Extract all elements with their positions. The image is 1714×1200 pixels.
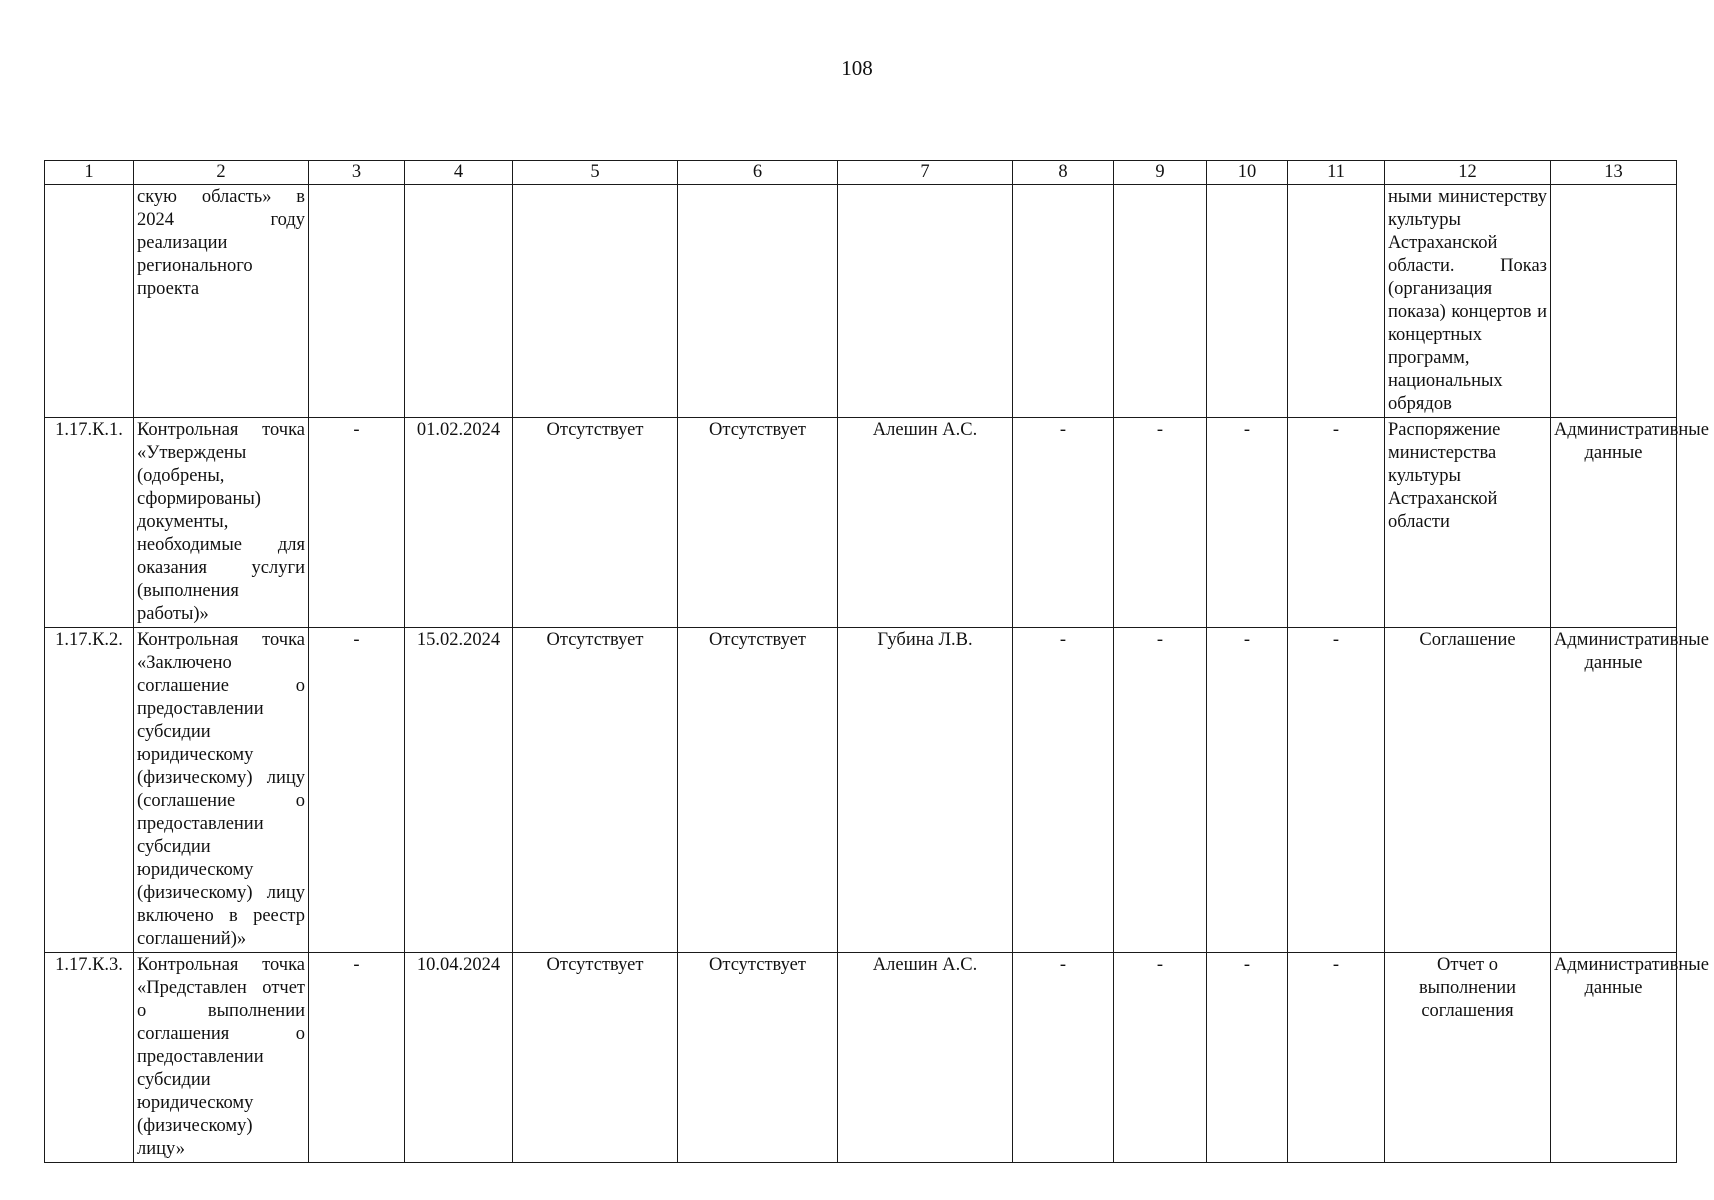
cell-code: 1.17.К.3. — [45, 953, 134, 1163]
column-header: 9 — [1114, 161, 1207, 185]
cell-responsible: Губина Л.В. — [838, 628, 1013, 953]
cell-col6: Отсутствует — [678, 628, 838, 953]
cell-col8: - — [1013, 953, 1114, 1163]
cell-name: Контрольная точка «Заключено соглашение о предоставлении субсидии юридическому (физическому) лицу (соглашение о предоставлении субсидии юридическому (физическому) лицу включено в реестр соглашений)» — [134, 628, 309, 953]
column-header: 6 — [678, 161, 838, 185]
cell-document: Отчет о выполнении соглашения — [1385, 953, 1551, 1163]
cell-col5: Отсутствует — [513, 628, 678, 953]
table-row — [45, 628, 1677, 953]
cell-col9: - — [1114, 953, 1207, 1163]
cell-col11: - — [1288, 953, 1385, 1163]
cell-empty — [513, 185, 678, 418]
cell-empty — [309, 185, 405, 418]
cell-code: 1.17.К.2. — [45, 628, 134, 953]
cell-empty — [405, 185, 513, 418]
cell-responsible: Алешин А.С. — [838, 953, 1013, 1163]
cell-col6: Отсутствует — [678, 418, 838, 628]
cell-empty — [1288, 185, 1385, 418]
column-header: 10 — [1207, 161, 1288, 185]
cell-source: Административные данные — [1551, 953, 1677, 1163]
cell-empty — [1207, 185, 1288, 418]
cell-col3: - — [309, 628, 405, 953]
cell-col3: - — [309, 953, 405, 1163]
cell-col9: - — [1114, 628, 1207, 953]
column-header: 2 — [134, 161, 309, 185]
cell-col3: - — [309, 418, 405, 628]
cell-date: 15.02.2024 — [405, 628, 513, 953]
cell-col10: - — [1207, 418, 1288, 628]
cell-name: Контрольная точка «Утверждены (одобрены, сформированы) документы, необходимые для оказания услуги (выполнения работы)» — [134, 418, 309, 628]
cell-date: 01.02.2024 — [405, 418, 513, 628]
column-header: 7 — [838, 161, 1013, 185]
cell-document: Соглашение — [1385, 628, 1551, 953]
cell-empty — [1551, 185, 1677, 418]
column-header: 1 — [45, 161, 134, 185]
column-header: 8 — [1013, 161, 1114, 185]
cell-name-continued: скую область» в 2024 году реализации регионального проекта — [134, 185, 309, 418]
cell-col9: - — [1114, 418, 1207, 628]
control-points-table — [44, 160, 1709, 1163]
page-number: 108 — [841, 56, 873, 80]
cell-empty — [1114, 185, 1207, 418]
cell-source: Административные данные — [1551, 418, 1677, 628]
table-row — [45, 418, 1677, 628]
cell-name: Контрольная точка «Представлен отчет о выполнении соглашения о предоставлении субсидии юридическому (физическому) лицу» — [134, 953, 309, 1163]
cell-col8: - — [1013, 418, 1114, 628]
cell-col5: Отсутствует — [513, 418, 678, 628]
column-header: 5 — [513, 161, 678, 185]
cell-col10: - — [1207, 953, 1288, 1163]
cell-empty — [1013, 185, 1114, 418]
cell-empty — [838, 185, 1013, 418]
table-row — [45, 953, 1677, 1163]
cell-document-continued: ными министерству культуры Астраханской области. Показ (организация показа) концертов и концертных программ, национальных обрядов — [1385, 185, 1551, 418]
cell-empty — [45, 185, 134, 418]
cell-date: 10.04.2024 — [405, 953, 513, 1163]
cell-code: 1.17.К.1. — [45, 418, 134, 628]
cell-col8: - — [1013, 628, 1114, 953]
continuation-row — [45, 185, 1677, 418]
column-number-row — [45, 161, 1677, 185]
cell-col10: - — [1207, 628, 1288, 953]
column-header: 12 — [1385, 161, 1551, 185]
column-header: 4 — [405, 161, 513, 185]
cell-source: Административные данные — [1551, 628, 1677, 953]
column-header: 13 — [1551, 161, 1677, 185]
cell-responsible: Алешин А.С. — [838, 418, 1013, 628]
cell-col5: Отсутствует — [513, 953, 678, 1163]
cell-col11: - — [1288, 418, 1385, 628]
cell-col6: Отсутствует — [678, 953, 838, 1163]
column-header: 11 — [1288, 161, 1385, 185]
cell-empty — [678, 185, 838, 418]
cell-document: Распоряжение министерства культуры Астраханской области — [1385, 418, 1551, 628]
cell-col11: - — [1288, 628, 1385, 953]
column-header: 3 — [309, 161, 405, 185]
